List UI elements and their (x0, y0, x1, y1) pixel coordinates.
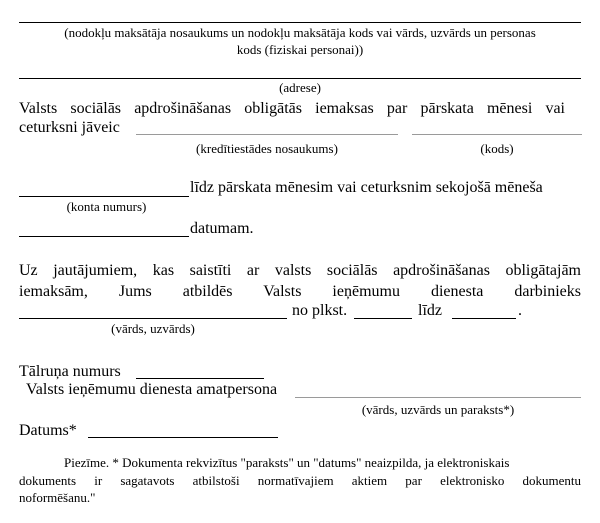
account-caption: (konta numurs) (66, 199, 147, 214)
official-label: Valsts ieņēmumu dienesta amatpersona (26, 381, 278, 398)
name-caption: (vārds, uzvārds) (111, 321, 195, 336)
note-line2: dokuments ir sagatavots atbilstoši normatīvajiem aktiem par elektronisko dokumentu (19, 473, 581, 488)
contact-text-line1: Uz jautājumiem, kas saistīti ar valsts sociālās apdrošināšanas obligātajām (19, 262, 581, 279)
period: . (518, 302, 522, 319)
date-label: Datums* (19, 422, 77, 439)
address-caption: (adrese) (279, 80, 321, 95)
bank-field[interactable] (136, 134, 398, 135)
taxpayer-caption-line2: kods (fiziskai personai)) (236, 42, 364, 57)
official-caption: (vārds, uzvārds un paraksts*) (361, 402, 515, 417)
taxpayer-caption-line1: (nodokļu maksātāja nosaukums un nodokļu maksātāja kods vai vārds, uzvārds un personas (64, 25, 536, 40)
payment-text-line2: ceturksni jāveic (19, 119, 120, 136)
date-text: datumam. (190, 220, 254, 237)
address-line (19, 78, 581, 79)
payment-text-line1: Valsts sociālās apdrošināšanas obligātās iemaksas par pārskata mēnesi vai (19, 100, 565, 117)
note-line3: noformēšanu." (19, 490, 96, 505)
phone-field[interactable] (136, 378, 264, 379)
date-day-field[interactable] (19, 236, 189, 237)
bank-caption: (kredītiestādes nosaukums) (196, 141, 338, 156)
phone-label: Tālruņa numurs (19, 363, 121, 380)
until-time-field[interactable] (452, 318, 516, 319)
note-line1: Piezīme. * Dokumenta rekvizītus "paraksts" un "datums" neaizpilda, ja elektroniskais (64, 455, 510, 470)
date-field[interactable] (88, 437, 278, 438)
taxpayer-line (19, 22, 581, 23)
contact-text-line2: iemaksām, Jums atbildēs Valsts ieņēmumu dienesta darbinieks (19, 283, 581, 300)
official-field[interactable] (295, 397, 581, 398)
account-field[interactable] (19, 196, 189, 197)
code-field[interactable] (412, 134, 582, 135)
employee-name-field[interactable] (19, 318, 287, 319)
until-month-text: līdz pārskata mēnesim vai ceturksnim sekojošā mēneša (190, 179, 543, 196)
from-time-field[interactable] (354, 318, 412, 319)
from-label: no plkst. (292, 302, 348, 319)
code-caption: (kods) (480, 141, 514, 156)
until-label: līdz (418, 302, 442, 319)
